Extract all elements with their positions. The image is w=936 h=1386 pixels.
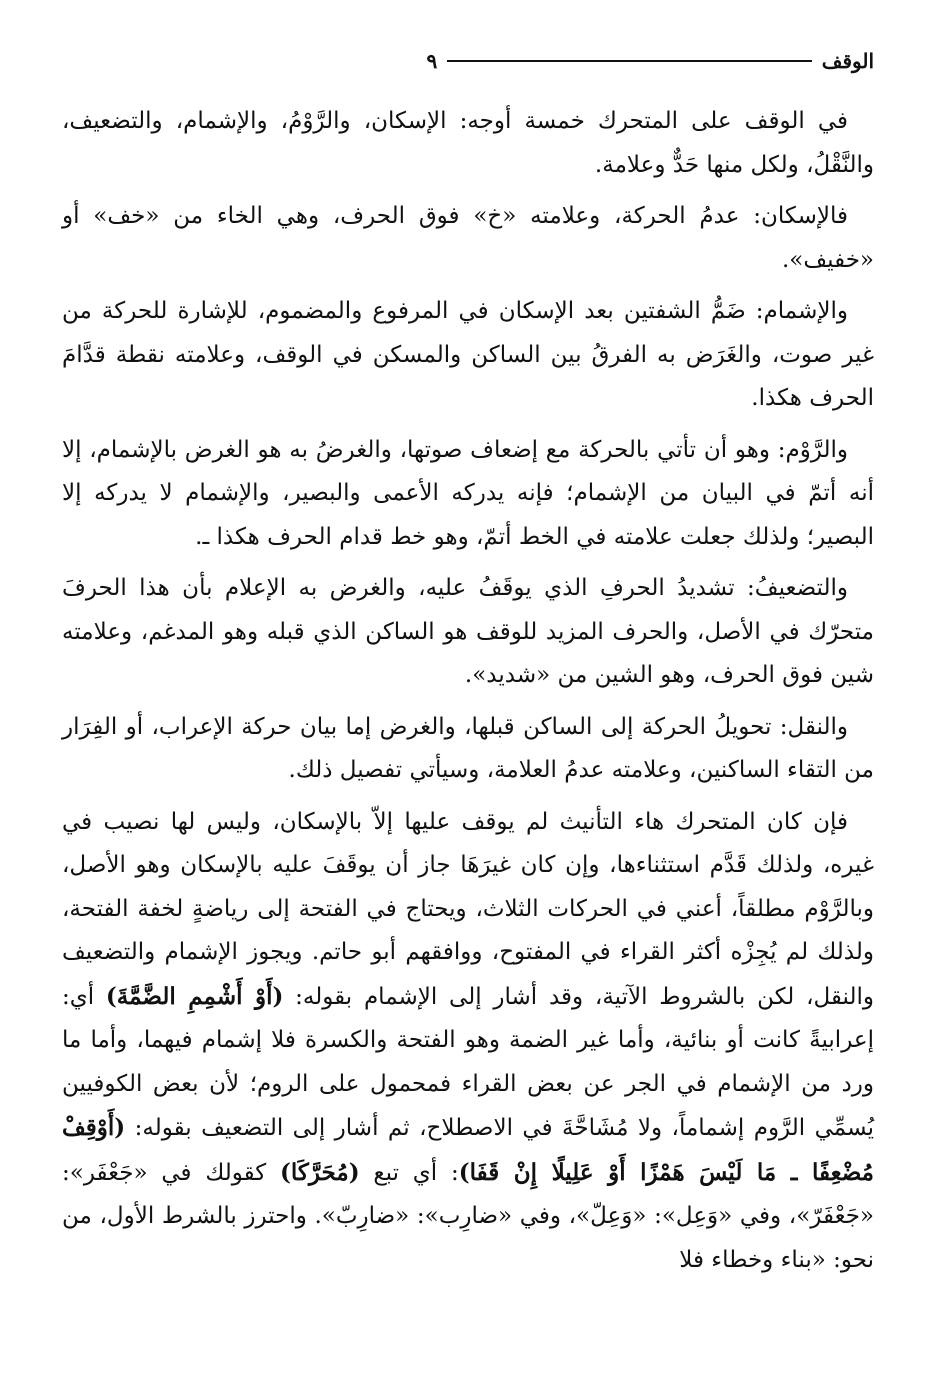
paragraph-tadif: والتضعيفُ: تشديدُ الحرفِ الذي يوقَفُ عليه، والغرض به الإعلام بأن هذا الحرفَ متحرّك في الأصل، والحرف المزيد للوقف هو الساكن الذي قبله وهو المدغم، وعلامته شين فوق الحرف، وهو الشين من «شديد». [62,575,874,688]
body-text [62,100,874,1282]
commentary-text-4: كقولك في «جَعْفَر»: «جَعْفَرّ»، وفي «وَعِل»: «وَعِلّ»، وفي «ضارِب»: «ضارِبّ». واحترز بالشرط الأول، من نحو: «بناء وخطاء فلا [62,1159,874,1273]
running-header [62,44,874,78]
paragraph-iskan: فالإسكان: عدمُ الحركة، وعلامته «خ» فوق الحرف، وهي الخاء من «خف» أو «خفيف». [62,203,874,273]
commentary-text-2: أي: إعرابيةً كانت أو بنائية، وأما غير الضمة وهو الفتحة والكسرة فلا إشمام فيهما، وأما ما ورد من الإشمام في الجر عن بعض القراء فمحمول على الروم؛ لأن بعض الكوفيين يُسمِّي الرَّوم إشماماً، ولا مُشَاحَّةَ في الاصطلاح، ثم أشار إلى التضعيف بقوله: [62,983,874,1141]
header-rule [447,60,812,62]
paragraph-ishmam: والإشمام: ضَمُّ الشفتين بعد الإسكان في المرفوع والمضموم، للإشارة للحركة من غير صوت، والغَرَض به الفرقُ بين الساكن والمسكن في الوقف، وعلامته نقطة قدَّامَ الحرف هكذا. [62,298,874,411]
paragraph-rawm: والرَّوْم: وهو أن تأتي بالحركة مع إضعاف صوتها، والغرضُ به هو الغرض بالإشمام، إلا أنه أتمّ في البيان من الإشمام؛ فإنه يدركه الأعمى والبصير، والإشمام لا يدركه إلا البصير؛ ولذلك جعلت علامته في الخط أتمّ، وهو خط قدام الحرف هكذا ـ. [62,436,874,550]
paragraph-naql: والنقل: تحويلُ الحركة إلى الساكن قبلها، والغرض إما بيان حركة الإعراب، أو الفِرَار من التقاء الساكنين، وعلامته عدمُ العلامة، وسيأتي تفصيل ذلك. [62,713,874,783]
running-title: الوقف [821,49,874,73]
commentary-text-1: فإن كان المتحرك هاء التأنيث لم يوقف عليها إلاّ بالإسكان، وليس لها نصيب في غيره، ولذلك قَدَّم استثناءها، وإن كان غيرَهَا جاز أن يوقَفَ عليه بالإسكان وهو الأصل، وبالرَّوْم مطلقاً، أعني في الحركات الثلاث، ويحتاج في الفتحة إلى رياضةٍ لخفة الفتحة، ولذلك لم يُجِزْه أكثر القراء في المفتوح، ووافقهم أبو حاتم. ويجوز الإشمام والتضعيف والنقل، لكن بالشروط الآتية، وقد أشار إلى الإشمام بقوله: [62,808,874,1010]
paragraph-commentary [62,801,874,1283]
paragraph-overview: في الوقف على المتحرك خمسة أوجه: الإسكان، والرَّوْمُ، والإشمام، والتضعيف، والنَّقْلُ، ولكل منها حَدٌّ وعلامة. [62,108,874,178]
verse-quote-1: (أَوْ أَشْمِمِ الضَّمَّةَ) [105,982,284,1010]
verse-quote-3: (مُحَرَّكَا) [280,1158,360,1186]
verse-quote-2: (أَوْقِفْ مُضْعِفًا ـ مَا لَيْسَ هَمْزًا أَوْ عَلِيلًا إِنْ قَفَا) [62,1114,874,1186]
commentary-text-3: : أي تبع [359,1159,459,1186]
page-number: ٩ [426,49,438,73]
